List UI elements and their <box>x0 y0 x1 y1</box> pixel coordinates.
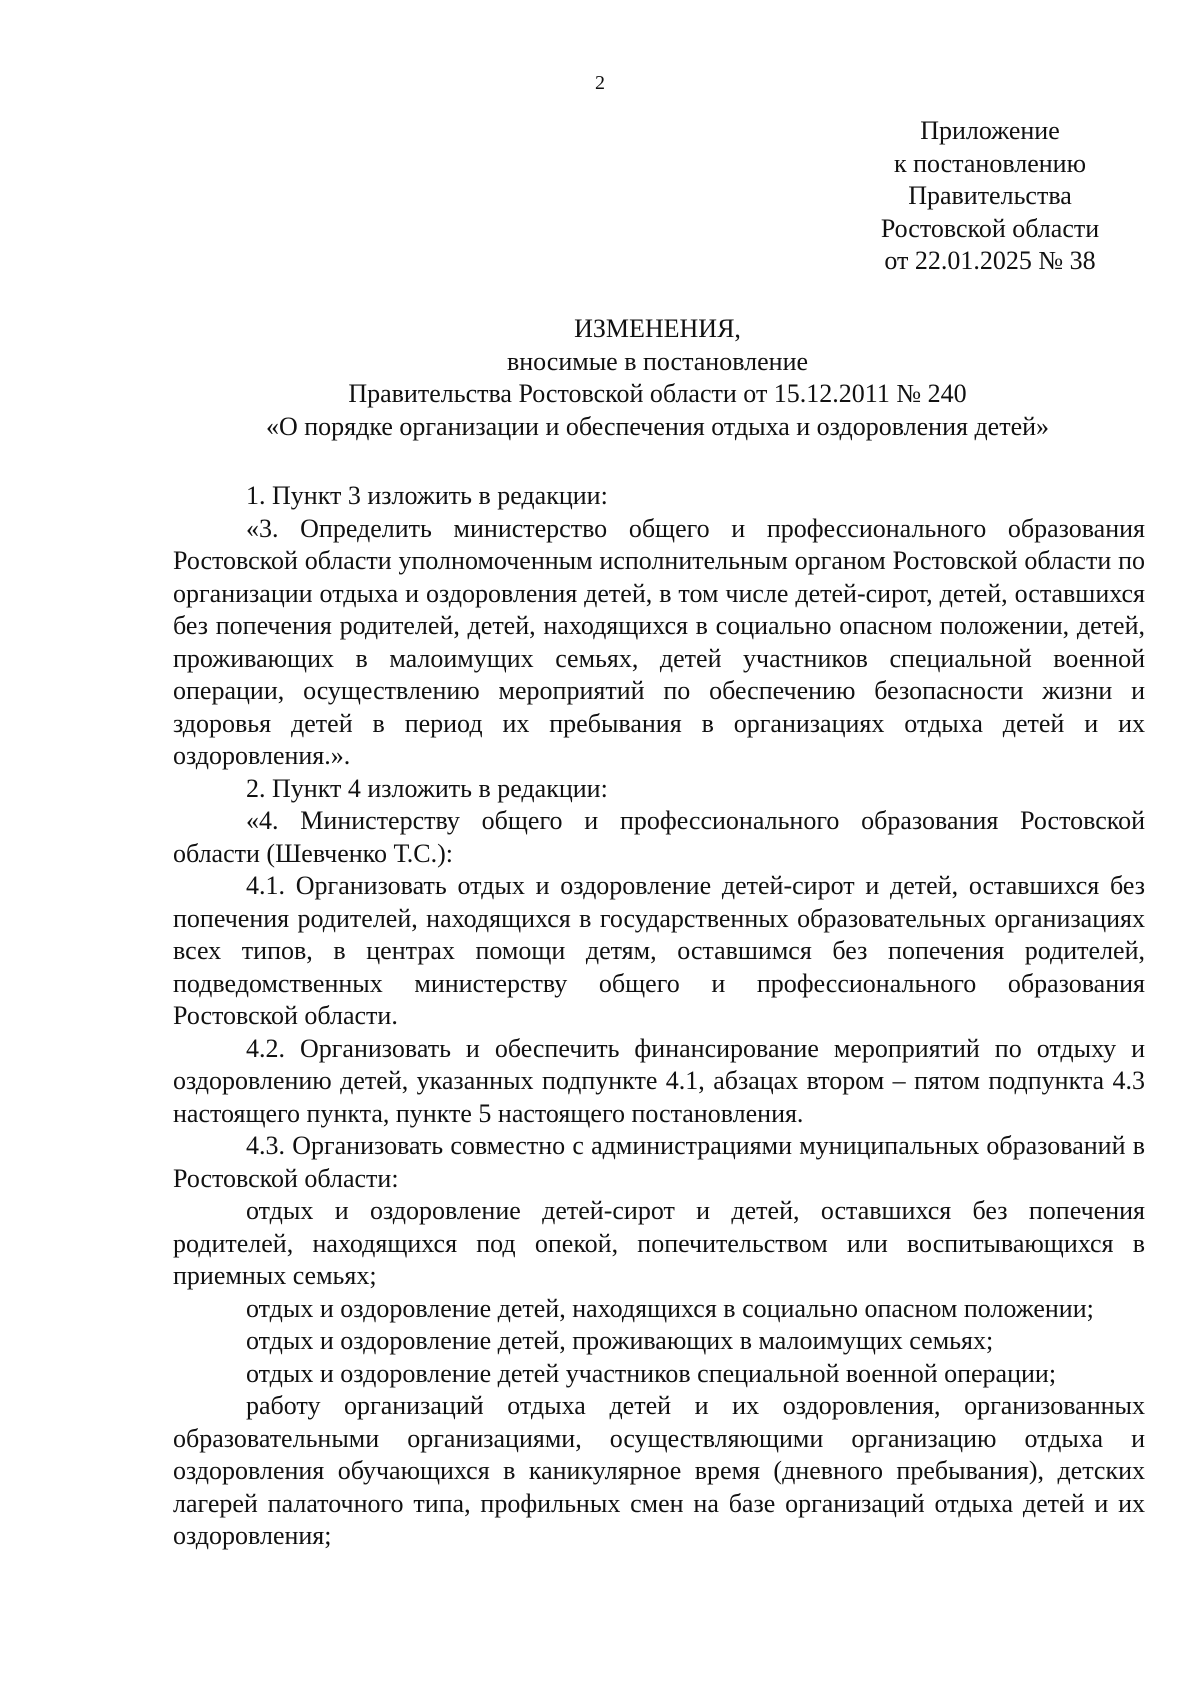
paragraph-12: работу организаций отдыха детей и их оздоровления, организованных образовательными организациями, осуществляющими организацию отдыха и оздоровления обучающихся в каникулярное время (дневного пребывания), детских лагерей палаточного типа, профильных смен на базе организаций отдыха детей и их оздоровления; <box>173 1391 1145 1550</box>
paragraph-4: «4. Министерству общего и профессионального образования Ростовской области (Шевченко Т.С.): <box>173 806 1145 868</box>
paragraph-9: отдых и оздоровление детей, находящихся в социально опасном положении; <box>246 1293 1094 1323</box>
paragraph-8: отдых и оздоровление детей-сирот и детей, оставшихся без попечения родителей, находящихся под опекой, попечительством или воспитывающихся в приемных семьях; <box>173 1196 1145 1290</box>
appendix-block <box>850 115 1130 278</box>
appendix-line-2: к постановлению <box>893 148 1087 178</box>
appendix-line-3: Правительства <box>908 181 1072 210</box>
title-line-4: «О порядке организации и обеспечения отдыха и оздоровления детей» <box>265 411 1050 441</box>
paragraph-7: 4.3. Организовать совместно с администрациями муниципальных образований в Ростовской области: <box>173 1131 1145 1193</box>
document-body <box>173 480 1145 1553</box>
paragraph-3: 2. Пункт 4 изложить в редакции: <box>246 773 608 803</box>
paragraph-2: «3. Определить министерство общего и профессионального образования Ростовской области уполномоченным исполнительным органом Ростовской области по организации отдыха и оздоровления детей, в том числе детей-сирот, детей, оставшихся без попечения родителей, детей, находящихся в социально опасном положении, детей, проживающих в малоимущих семьях, детей участников специальной военной операции, осуществлению мероприятий по обеспечению безопасности жизни и здоровья детей в период их пребывания в организациях отдыха детей и их оздоровления.». <box>173 513 1145 770</box>
appendix-line-1: Приложение <box>920 116 1060 145</box>
paragraph-11: отдых и оздоровление детей участников специальной военной операции; <box>246 1358 1057 1388</box>
appendix-line-5: от 22.01.2025 № 38 <box>884 246 1096 275</box>
paragraph-10: отдых и оздоровление детей, проживающих в малоимущих семьях; <box>246 1326 994 1355</box>
paragraph-1: 1. Пункт 3 изложить в редакции: <box>246 481 608 510</box>
title-line-2: вносимые в постановление <box>506 346 809 376</box>
title-line-3: Правительства Ростовской области от 15.12.2011 № 240 <box>348 379 967 408</box>
page-number: 2 <box>595 72 605 94</box>
paragraph-6: 4.2. Организовать и обеспечить финансирование мероприятий по отдыху и оздоровлению детей, указанных подпункте 4.1, абзацах втором – пятом подпункта 4.3 настоящего пункта, пункте 5 настоящего постановления. <box>173 1033 1145 1128</box>
title-heading: ИЗМЕНЕНИЯ, <box>574 314 741 343</box>
document-title <box>170 313 1145 443</box>
appendix-line-4: Ростовской области <box>880 213 1100 243</box>
paragraph-5: 4.1. Организовать отдых и оздоровление детей-сирот и детей, оставшихся без попечения родителей, находящихся в государственных образовательных организациях всех типов, в центрах помощи детям, оставшимся без попечения родителей, подведомственных министерству общего и профессионального образования Ростовской области. <box>173 871 1145 1030</box>
